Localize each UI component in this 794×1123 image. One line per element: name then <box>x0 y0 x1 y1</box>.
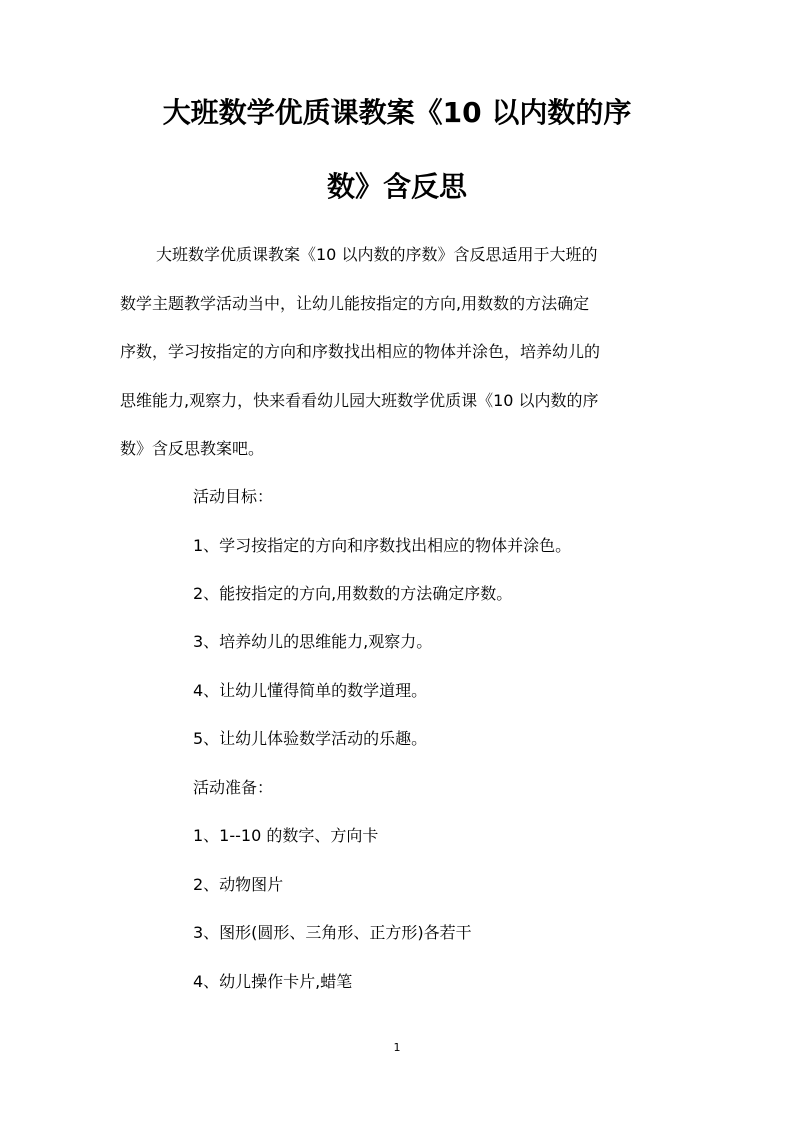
goal-item: 1、学习按指定的方向和序数找出相应的物体并涂色。 <box>193 536 572 555</box>
document-title-line-2: 数》含反思 <box>326 170 467 203</box>
intro-paragraph <box>120 231 676 474</box>
intro-line: 序数，学习按指定的方向和序数找出相应的物体并涂色，培养幼儿的 <box>120 342 601 361</box>
document-title-line-1: 大班数学优质课教案《10 以内数的序 <box>162 96 632 129</box>
intro-line: 数》含反思教案吧。 <box>120 439 265 458</box>
goals-heading: 活动目标： <box>193 487 274 506</box>
prep-item: 4、幼儿操作卡片,蜡笔 <box>193 972 353 991</box>
prep-item: 2、动物图片 <box>193 875 284 894</box>
page-number: 1 <box>393 1041 401 1054</box>
goal-item: 5、让幼儿体验数学活动的乐趣。 <box>193 729 428 748</box>
goal-item: 3、培养幼儿的思维能力,观察力。 <box>193 632 433 651</box>
goal-item: 2、能按指定的方向,用数数的方法确定序数。 <box>193 584 513 603</box>
prep-item: 3、图形(圆形、三角形、正方形)各若干 <box>193 923 472 942</box>
prep-heading: 活动准备： <box>193 778 274 797</box>
intro-line: 数学主题教学活动当中，让幼儿能按指定的方向,用数数的方法确定 <box>120 293 590 313</box>
intro-line: 思维能力,观察力，快来看看幼儿园大班数学优质课《10 以内数的序 <box>120 390 599 410</box>
prep-item: 1、1--10 的数字、方向卡 <box>193 826 379 845</box>
goal-item: 4、让幼儿懂得简单的数学道理。 <box>193 681 428 700</box>
intro-line: 大班数学优质课教案《10 以内数的序数》含反思适用于大班的 <box>156 245 598 264</box>
